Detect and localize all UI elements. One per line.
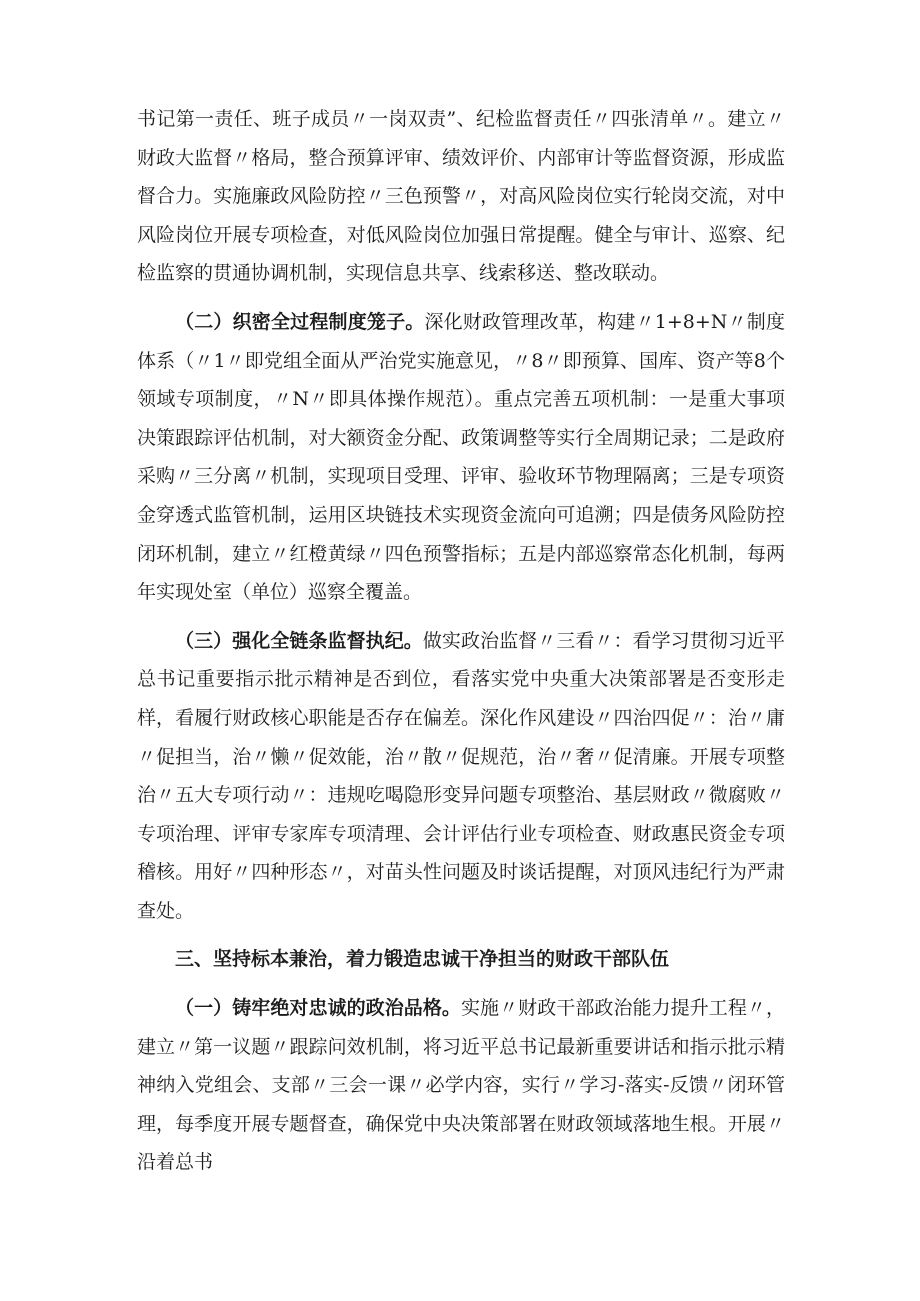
section-heading — [137, 940, 785, 979]
paragraph-lead: （三）强化全链条监督执纪。 — [175, 629, 423, 652]
section-heading-text: 三、坚持标本兼治，着力锻造忠诚干净担当的财政干部队伍 — [175, 948, 670, 971]
paragraph-body: 做实政治监督〃三看〃：看学习贯彻习近平总书记重要指示批示精神是否到位，看落实党中央重大决策部署是否变形走样，看履行财政核心职能是否存在偏差。深化作风建设〃四治四促〃：治〃庸〃促担当，治〃懒〃促效能，治〃散〃促规范，治〃奢〃促清廉。开展专项整治〃五大专项行动〃：违规吃喝隐形变异问题专项整治、基层财政〃微腐败〃专项治理、评审专家库专项清理、会计评估行业专项检查、财政惠民资金专项稽核。用好〃四种形态〃，对苗头性问题及时谈话提醒，对顶风违纪行为严肃查处。 — [137, 629, 785, 922]
document-body — [137, 100, 785, 1182]
paragraph-section-3 — [137, 622, 785, 931]
paragraph-continuation — [137, 100, 785, 293]
paragraph-section-2 — [137, 303, 785, 612]
paragraph-body: 实施〃财政干部政治能力提升工程〃，建立〃第一议题〃跟踪问效机制，将习近平总书记最新重要讲话和指示批示精神纳入党组会、支部〃三会一课〃必学内容，实行〃学习-落实-反馈〃闭环管理，每季度开展专题督查，确保党中央决策部署在财政领域落地生根。开展〃沿着总书 — [137, 997, 785, 1174]
paragraph-lead: （一）铸牢绝对忠诚的政治品格。 — [175, 997, 461, 1020]
paragraph-body: 深化财政管理改革，构建〃1+8+N〃制度体系（〃1〃即党组全面从严治党实施意见，〃8〃即预算、国库、资产等8个领域专项制度，〃N〃即具体操作规范）。重点完善五项机制：一是重大事项决策跟踪评估机制，对大额资金分配、政策调整等实行全周期记录；二是政府采购〃三分离〃机制，实现项目受理、评审、验收环节物理隔离；三是专项资金穿透式监管机制，运用区块链技术实现资金流向可追溯；四是债务风险防控闭环机制，建立〃红橙黄绿〃四色预警指标；五是内部巡察常态化机制，每两年实现处室（单位）巡察全覆盖。 — [137, 310, 785, 604]
paragraph-body: 书记第一责任、班子成员〃一岗双责”、纪检监督责任〃四张清单〃。建立〃财政大监督〃格局，整合预算评审、绩效评价、内部审计等监督资源，形成监督合力。实施廉政风险防控〃三色预警〃，对高风险岗位实行轮岗交流，对中风险岗位开展专项检查，对低风险岗位加强日常提醒。健全与审计、巡察、纪检监察的贯通协调机制，实现信息共享、线索移送、整改联动。 — [137, 108, 785, 285]
paragraph-subsection-1 — [137, 989, 785, 1182]
paragraph-lead: （二）织密全过程制度笼子。 — [175, 310, 425, 333]
